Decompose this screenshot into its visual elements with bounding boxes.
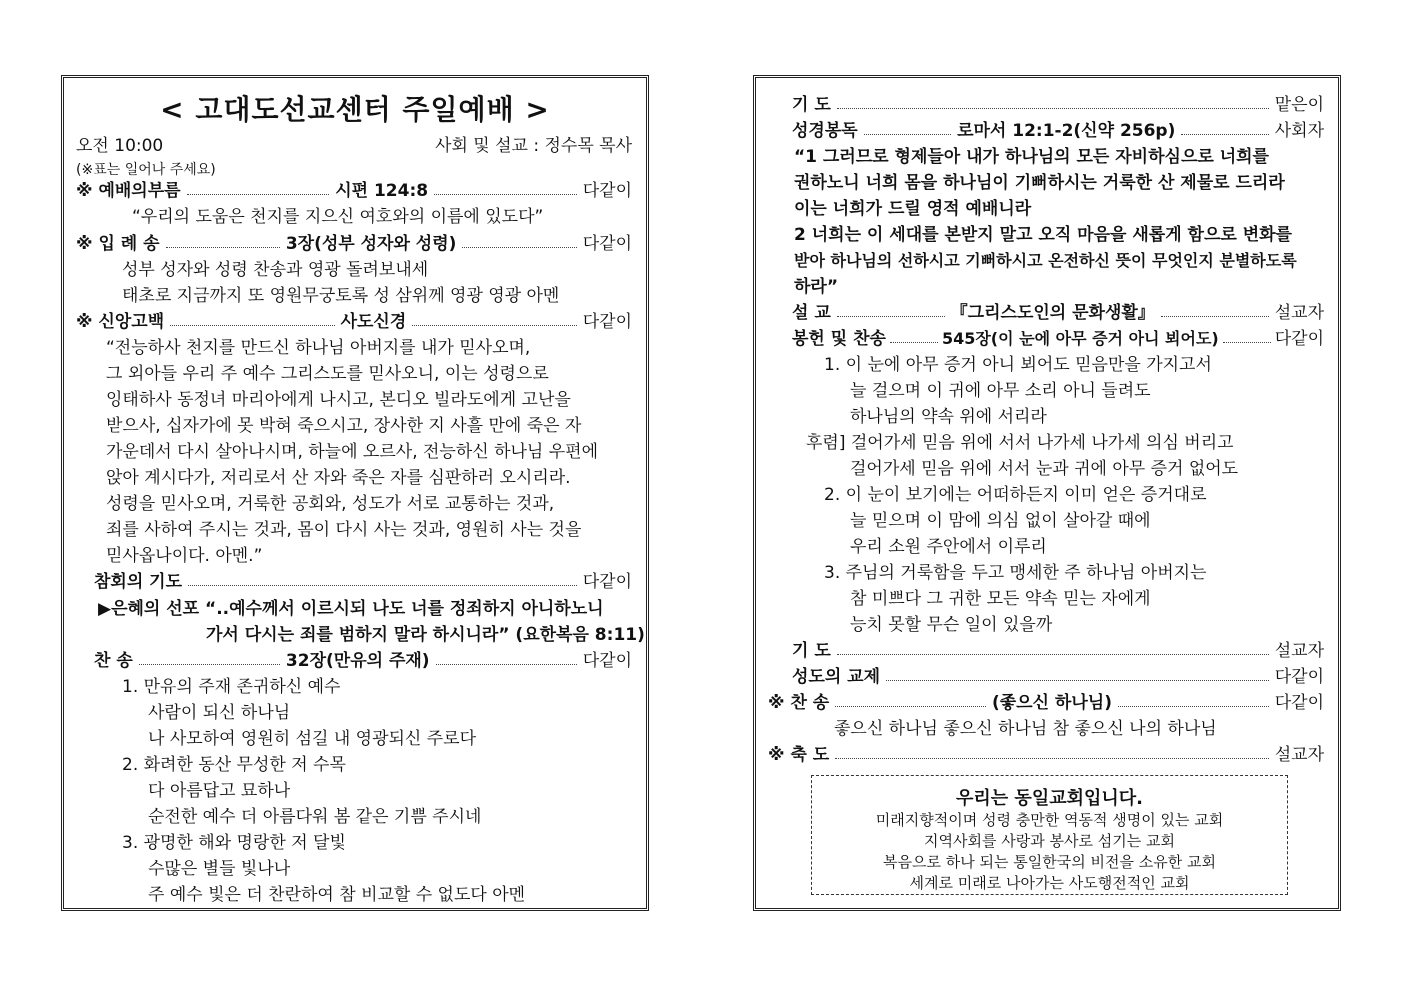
hymn-line	[64, 830, 646, 856]
left-panel	[61, 75, 649, 911]
prayer-label: 기 도	[792, 95, 831, 115]
offering-lyric: 늘 믿으며 이 맘에 의심 없이 살아갈 때에	[850, 511, 1151, 531]
call-to-worship-ref: 시편 124:8	[335, 181, 429, 201]
hymn-by: 다같이	[582, 651, 633, 671]
vision-line: 미래지향적이며 성령 충만한 역동적 생명이 있는 교회	[875, 811, 1224, 829]
vision-line: 세계로 미래로 나아가는 사도행전적인 교회	[909, 874, 1190, 892]
fellowship-label: 성도의 교제	[792, 667, 881, 687]
benediction-by: 설교자	[1274, 745, 1324, 765]
leader-dots	[864, 134, 951, 135]
creed-title: 사도신경	[340, 312, 407, 332]
entrance-hymn-by: 다같이	[582, 234, 632, 254]
sermon-row	[792, 300, 1324, 326]
creed-text: 믿사옵나이다. 아멘.”	[106, 546, 263, 566]
sermon-label: 설 교	[792, 303, 831, 323]
offering-lyric: 2. 이 눈이 보기에는 어떠하든지 이미 얻은 증거대로	[824, 485, 1207, 505]
hymn-line	[64, 882, 646, 908]
leader-dots	[890, 342, 938, 343]
entrance-hymn-label: ※ 입 례 송	[76, 234, 160, 254]
leader-dots	[434, 194, 577, 195]
creed-text: 가운데서 다시 살아나시며, 하늘에 오르사, 전능하신 하나님 우편에	[106, 442, 599, 462]
offering-row	[792, 326, 1324, 352]
entrance-lyric: 태초로 지금까지 또 영원무궁토록 성 삼위께 영광 영광 아멘	[122, 286, 560, 306]
leader-dots	[412, 325, 576, 326]
leader-dots	[837, 316, 945, 317]
hymn-lyric: 다 아름답고 묘하나	[148, 781, 291, 801]
leader-dots	[837, 108, 1269, 109]
scripture-row	[792, 118, 1324, 144]
vision-line: 지역사회를 사랑과 봉사로 섬기는 교회	[924, 832, 1175, 850]
leader-dots	[1181, 134, 1268, 135]
offering-lyric: 걸어가세 믿음 위에 서서 눈과 귀에 아무 증거 없어도	[850, 459, 1239, 479]
creed-line	[64, 465, 646, 491]
hymn-lyric: 3. 광명한 해와 명랑한 저 달빛	[122, 833, 346, 853]
hymn-line	[64, 700, 646, 726]
repent-prayer-label: 참회의 기도	[94, 572, 183, 592]
scripture-line	[756, 222, 1338, 248]
grace-declaration: ▶은혜의 선포 “..예수께서 이르시되 나도 너를 정죄하지 아니하노니	[98, 599, 604, 619]
benediction-label: ※ 축 도	[768, 745, 830, 765]
scripture-by: 사회자	[1274, 121, 1325, 141]
leader-dots	[1118, 706, 1269, 707]
prayer2-by: 설교자	[1274, 641, 1324, 661]
offering-line	[756, 352, 1338, 378]
hymn-lyric: 2. 화려한 동산 무성한 저 수목	[122, 755, 346, 775]
entrance-hymn-row	[76, 231, 632, 257]
prayer-row	[792, 92, 1324, 118]
hymn-title: 32장(만유의 주재)	[285, 651, 430, 671]
creed-line	[64, 543, 646, 569]
hymn-line	[64, 674, 646, 700]
creed-text: 성령을 믿사오며, 거룩한 공회와, 성도가 서로 교통하는 것과,	[106, 494, 555, 514]
leader-dots	[187, 194, 330, 195]
call-to-worship-row	[76, 178, 632, 204]
scripture-label: 성경봉독	[792, 121, 858, 141]
scripture-ref: 로마서 12:1-2(신약 256p)	[957, 121, 1176, 141]
benediction-row	[768, 742, 1324, 768]
creed-line	[64, 413, 646, 439]
hymn-label: 찬 송	[94, 651, 133, 671]
scripture-line	[756, 170, 1338, 196]
offering-line	[756, 456, 1338, 482]
prayer-by: 맡은이	[1274, 95, 1324, 115]
leader-dots	[1223, 342, 1271, 343]
grace-declaration-cont: 가서 다시는 죄를 범하지 말라 하시니라” (요한복음 8:11)	[206, 625, 645, 645]
scripture-text: 이는 너희가 드릴 영적 예배니라	[794, 199, 1032, 219]
prayer2-row	[792, 638, 1324, 664]
creed-line	[64, 491, 646, 517]
hymn-lyric: 수많은 별들 빛나나	[148, 859, 291, 879]
creed-label: ※ 신앙고백	[76, 312, 165, 332]
vision-line: 복음으로 하나 되는 통일한국의 비전을 소유한 교회	[883, 853, 1216, 871]
hymn-line	[64, 804, 646, 830]
creed-line	[64, 335, 646, 361]
call-to-worship-by: 다같이	[582, 181, 633, 201]
creed-line	[64, 361, 646, 387]
creed-text: 받으사, 십자가에 못 박혀 죽으시고, 장사한 지 사흘 만에 죽은 자	[106, 416, 582, 436]
leader-dots	[1161, 316, 1269, 317]
creed-text: 앉아 계시다가, 저리로서 산 자와 죽은 자를 심판하러 오시리라.	[106, 468, 571, 488]
offering-lyric: 우리 소원 주안에서 이루리	[850, 537, 1047, 557]
hymn2-by: 다같이	[1274, 693, 1324, 713]
prayer2-label: 기 도	[792, 641, 831, 661]
offering-lyric: 능치 못할 무슨 일이 있을까	[850, 615, 1053, 635]
leader-dots	[837, 654, 1269, 655]
offering-line	[756, 612, 1338, 638]
fellowship-row	[792, 664, 1324, 690]
hymn2-label: ※ 찬 송	[768, 693, 830, 713]
creed-text: 그 외아들 우리 주 예수 그리스도를 믿사오니, 이는 성령으로	[106, 364, 549, 384]
creed-by: 다같이	[582, 312, 632, 332]
hymn2-title: (좋으신 하나님)	[991, 693, 1112, 713]
leader-dots	[886, 680, 1269, 681]
offering-label: 봉헌 및 찬송	[792, 329, 886, 349]
hymn-row	[94, 648, 632, 674]
call-text-line	[64, 204, 646, 230]
hymn-lyric: 1. 만유의 주재 존귀하신 예수	[122, 677, 341, 697]
offering-line	[756, 430, 1338, 456]
right-panel	[753, 75, 1341, 911]
service-time: 오전 10:00	[76, 136, 164, 156]
grace-line	[64, 596, 646, 622]
offering-lyric: 참 미쁘다 그 귀한 모든 약속 믿는 자에게	[850, 589, 1151, 609]
hymn-lyric: 나 사모하여 영원히 섬길 내 영광되신 주로다	[148, 729, 477, 749]
creed-text: 죄를 사하여 주시는 것과, 몸이 다시 사는 것과, 영원히 사는 것을	[106, 520, 582, 540]
scripture-text: 2 너희는 이 세대를 본받지 말고 오직 마음을 새롭게 함으로 변화를	[794, 225, 1292, 245]
leader-dots	[436, 664, 577, 665]
hymn-lyric: 주 예수 빛은 더 찬란하여 참 비교할 수 없도다 아멘	[148, 885, 526, 905]
call-to-worship-text: “우리의 도움은 천지를 지으신 여호와의 이름에 있도다”	[132, 207, 544, 227]
hymn-line	[64, 778, 646, 804]
leader-dots	[166, 247, 280, 248]
leader-dots	[139, 664, 280, 665]
offering-line	[756, 586, 1338, 612]
offering-lyric: 하나님의 약속 위에 서리라	[850, 407, 1047, 427]
leader-dots	[835, 706, 986, 707]
creed-line	[64, 517, 646, 543]
stand-note: (※표는 일어나 주세요)	[76, 162, 216, 178]
repent-prayer-row	[94, 569, 632, 595]
scripture-text: 권하노니 너희 몸을 하나님이 기뻐하시는 거룩한 산 제물로 드리라	[794, 173, 1285, 193]
creed-line	[64, 387, 646, 413]
scripture-line	[756, 274, 1338, 300]
entrance-hymn-title: 3장(성부 성자와 성령)	[285, 234, 457, 254]
grace-line	[64, 622, 646, 648]
offering-lyric: 늘 걸으며 이 귀에 아무 소리 아니 들려도	[850, 381, 1151, 401]
creed-row	[76, 309, 632, 335]
sermon-title: 『그리스도인의 문화생활』	[950, 303, 1155, 323]
sermon-by: 설교자	[1274, 303, 1324, 323]
church-vision-box	[811, 775, 1288, 895]
hymn2-line	[756, 716, 1338, 742]
vision-heading: 우리는 동일교회입니다.	[956, 788, 1143, 809]
scripture-text: 받아 하나님의 선하시고 기뻐하시고 온전하신 뜻이 무엇인지 분별하도록	[794, 251, 1297, 270]
hymn2-lyric: 좋으신 하나님 좋으신 하나님 참 좋으신 나의 하나님	[834, 719, 1217, 739]
offering-line	[756, 560, 1338, 586]
hymn-line	[64, 856, 646, 882]
repent-prayer-by: 다같이	[582, 572, 632, 592]
hymn-line	[64, 726, 646, 752]
offering-lyric: 1. 이 눈에 아무 증거 아니 뵈어도 믿음만을 가지고서	[824, 355, 1212, 375]
creed-line	[64, 439, 646, 465]
leader-dots	[170, 325, 334, 326]
offering-line	[756, 482, 1338, 508]
entrance-lyric: 성부 성자와 성령 찬송과 영광 돌려보내세	[122, 260, 429, 280]
leader-dots	[835, 758, 1269, 759]
offering-by: 다같이	[1274, 329, 1325, 349]
creed-text: “전능하사 천지를 만드신 하나님 아버지를 내가 믿사오며,	[106, 338, 531, 358]
creed-text: 잉태하사 동정녀 마리아에게 나시고, 본디오 빌라도에게 고난을	[106, 390, 571, 410]
offering-lyric: 후렴] 걸어가세 믿음 위에 서서 나가세 나가세 의심 버리고	[806, 433, 1234, 453]
lyric-line	[64, 283, 646, 309]
hymn-line	[64, 752, 646, 778]
scripture-line	[756, 144, 1338, 170]
offering-line	[756, 404, 1338, 430]
header-line	[64, 133, 646, 159]
hymn2-row	[768, 690, 1324, 716]
offering-line	[756, 378, 1338, 404]
service-leader: 사회 및 설교 : 정수목 목사	[435, 136, 632, 156]
bulletin-title: < 고대도선교센터 주일예배 >	[160, 93, 550, 126]
leader-dots	[462, 247, 576, 248]
offering-line	[756, 508, 1338, 534]
call-to-worship-label: ※ 예배의부름	[76, 181, 181, 201]
lyric-line	[64, 257, 646, 283]
scripture-line	[756, 248, 1338, 274]
offering-line	[756, 534, 1338, 560]
scripture-text: “1 그러므로 형제들아 내가 하나님의 모든 자비하심으로 너희를	[794, 147, 1269, 167]
scripture-text: 하라”	[794, 277, 839, 297]
scripture-line	[756, 196, 1338, 222]
offering-hymn-title: 545장(이 눈에 아무 증거 아니 뵈어도)	[941, 329, 1219, 348]
hymn-lyric: 순전한 예수 더 아름다워 봄 같은 기쁨 주시네	[148, 807, 482, 827]
hymn-lyric: 사람이 되신 하나님	[148, 703, 291, 723]
offering-lyric: 3. 주님의 거룩함을 두고 맹세한 주 하나님 아버지는	[824, 563, 1207, 583]
leader-dots	[188, 585, 577, 586]
fellowship-by: 다같이	[1274, 667, 1324, 687]
